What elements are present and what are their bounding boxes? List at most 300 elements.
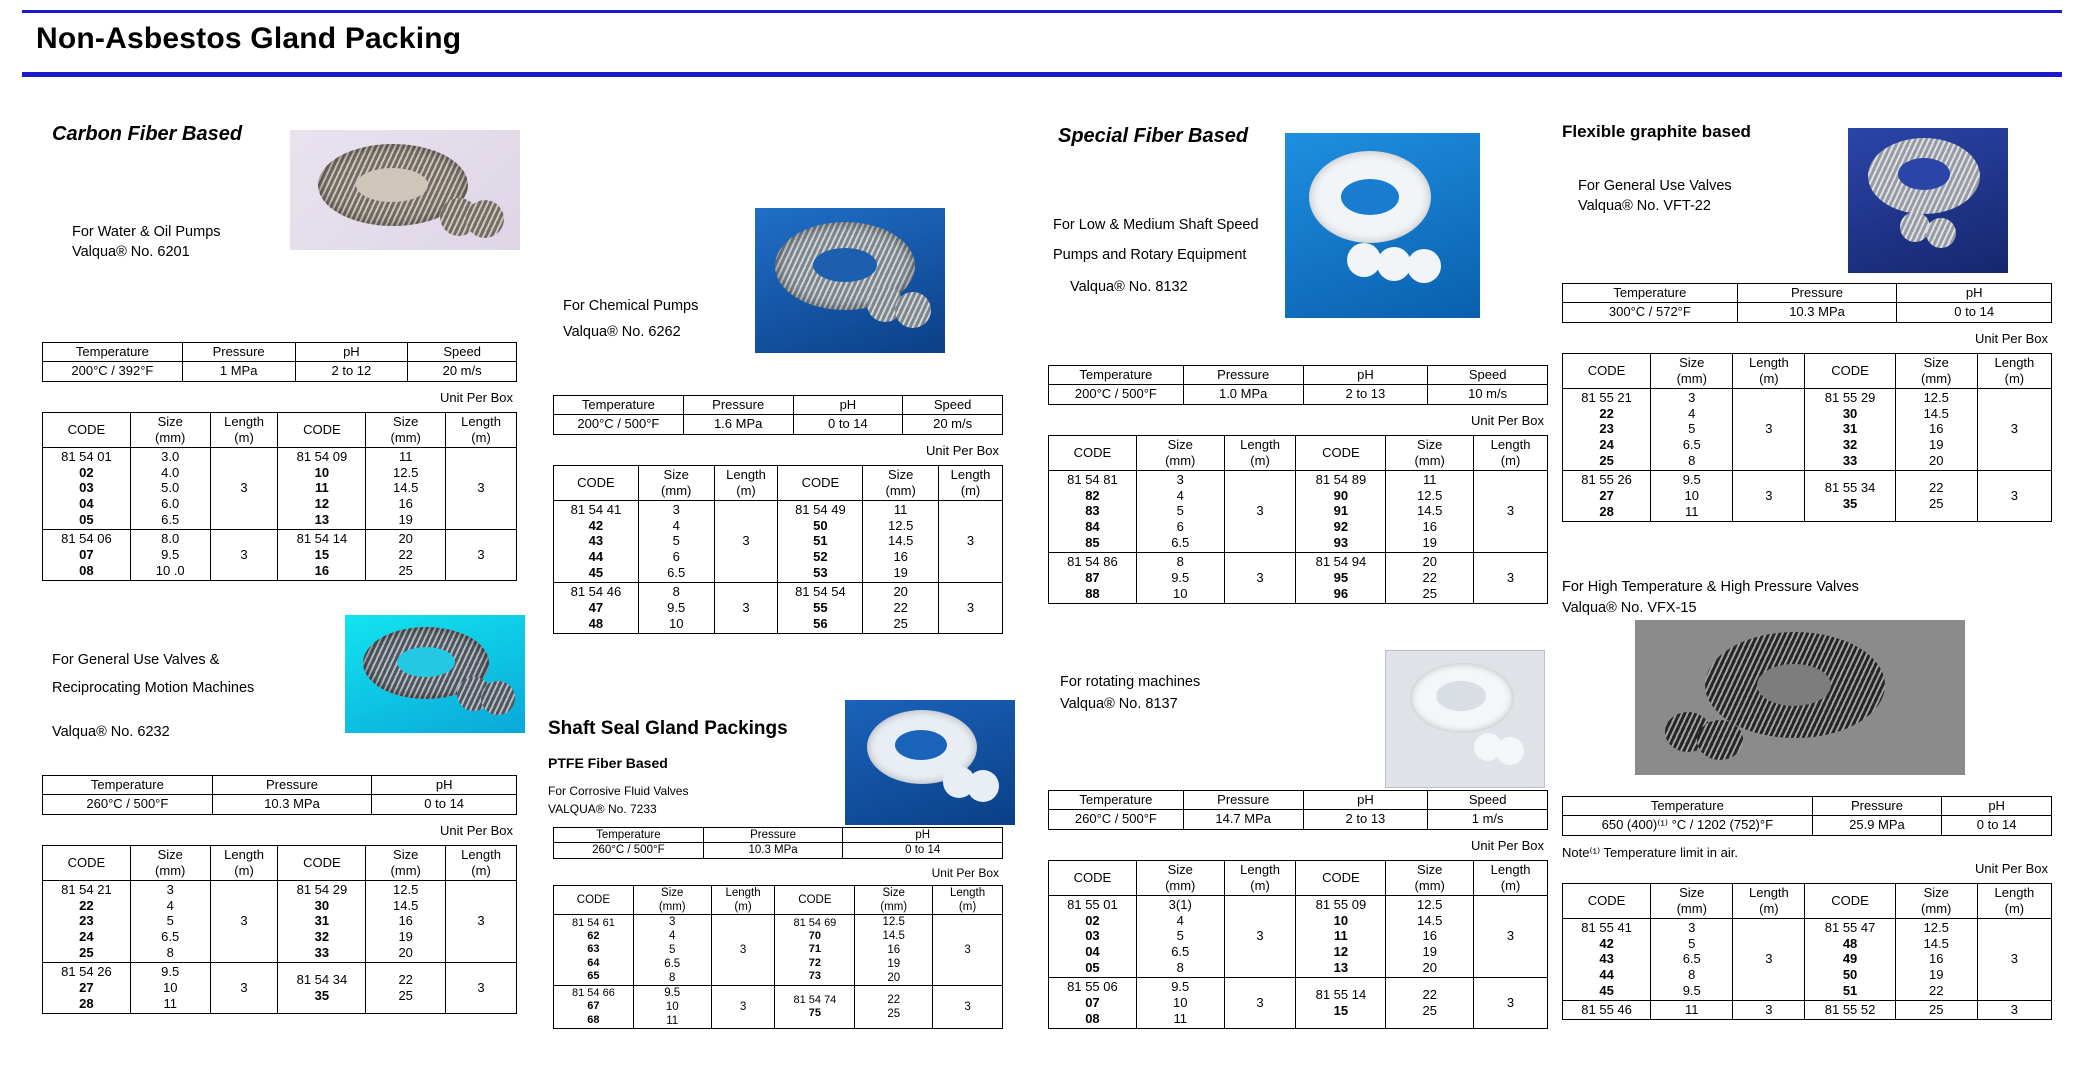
length-value: 3 (1733, 388, 1805, 470)
spec-value: 0 to 14 (793, 415, 903, 434)
code-value: 47 (588, 599, 604, 615)
col-size: Size (mm) (366, 846, 446, 881)
size-value: 3 (669, 916, 676, 929)
col-size: Size (mm) (130, 413, 210, 448)
code-table-vfx15 (1562, 883, 2052, 1020)
col-length: Length (m) (1474, 861, 1548, 896)
unit-per-box-label: Unit Per Box (1975, 331, 2048, 346)
spec-value: 200°C / 392°F (43, 362, 183, 381)
col-code: CODE (43, 846, 131, 881)
table-row (43, 880, 517, 962)
size-value: 6.5 (1171, 944, 1190, 960)
col-size: Size (mm) (130, 846, 210, 881)
size-value: 12.5 (1417, 896, 1443, 912)
size-value: 3.0 (161, 448, 180, 464)
code-value: 73 (808, 970, 822, 983)
spec-header: Speed (1428, 366, 1548, 385)
size-value: 19 (1928, 437, 1944, 453)
code-value: 23 (79, 913, 94, 929)
length-value: 3 (714, 583, 778, 634)
code-value: 62 (587, 929, 600, 942)
unit-per-box-label: Unit Per Box (1975, 861, 2048, 876)
col-size: Size (mm) (1136, 436, 1224, 471)
code-value: 81 55 09 (1315, 896, 1367, 912)
col-size: Size (mm) (1386, 861, 1474, 896)
product-model-6201: Valqua® No. 6201 (72, 244, 190, 260)
code-value: 13 (314, 512, 330, 528)
code-value: 04 (1085, 944, 1100, 960)
code-value: 88 (1085, 585, 1100, 601)
col-code: CODE (778, 466, 863, 501)
code-value: 81 55 29 (1824, 389, 1876, 405)
product-use-vfx15: For High Temperature & High Pressure Valves (1562, 579, 1859, 595)
size-value: 9.5 (667, 599, 686, 615)
code-table-vft22 (1562, 353, 2052, 522)
size-value: 9.5 (1682, 983, 1701, 999)
size-value: 19 (1422, 944, 1437, 960)
col-length: Length (m) (1733, 884, 1805, 919)
size-value: 16 (893, 549, 908, 565)
size-value: 12.5 (888, 517, 914, 533)
col-length: Length (m) (714, 466, 778, 501)
length-value: 3 (1474, 553, 1548, 604)
spec-value: 25.9 MPa (1812, 816, 1942, 835)
size-value: 11 (1422, 471, 1437, 487)
size-value: 19 (1422, 535, 1437, 551)
length-value: 3 (1224, 895, 1296, 977)
section-title-carbon: Carbon Fiber Based (52, 123, 243, 145)
col-size: Size (mm) (1895, 354, 1977, 389)
spec-value: 1 m/s (1428, 810, 1548, 829)
size-value: 5 (1688, 935, 1696, 951)
length-value: 3 (446, 530, 517, 581)
size-value: 16 (1422, 519, 1437, 535)
size-value: 16 (398, 913, 413, 929)
size-value: 25 (1928, 495, 1944, 511)
size-value: 4 (672, 517, 680, 533)
size-value: 6.5 (161, 512, 180, 528)
code-value: 68 (587, 1013, 600, 1026)
col-size: Size (mm) (638, 466, 714, 501)
spec-table-8132 (1048, 365, 1548, 405)
col-size: Size (mm) (1386, 436, 1474, 471)
code-value: 81 55 34 (1824, 479, 1876, 495)
code-value: 81 54 09 (296, 448, 348, 464)
code-value: 81 54 29 (296, 881, 348, 897)
code-value: 65 (587, 970, 600, 983)
code-value: 81 54 66 (572, 987, 615, 1000)
code-value: 81 54 41 (570, 501, 622, 517)
size-value: 10 (1173, 994, 1188, 1010)
size-value: 4.0 (161, 464, 180, 480)
size-value: 10 (162, 979, 178, 995)
size-value: 14.5 (882, 930, 905, 943)
size-value: 11 (1685, 503, 1699, 519)
code-value: 84 (1085, 519, 1100, 535)
size-value: 20 (398, 531, 413, 547)
header-rule-bottom (22, 72, 2062, 77)
code-value: 28 (79, 995, 94, 1011)
length-value: 3 (1474, 978, 1548, 1029)
code-value: 35 (1842, 495, 1858, 511)
length-value: 3 (1977, 918, 2051, 1000)
size-value: 11 (163, 995, 177, 1011)
size-value: 4 (1176, 487, 1184, 503)
spec-header: pH (793, 396, 903, 415)
spec-value: 2 to 13 (1303, 385, 1428, 404)
size-value: 5 (672, 533, 680, 549)
code-value: 45 (1599, 983, 1614, 999)
col-code: CODE (1805, 354, 1895, 389)
spec-table-vft22 (1562, 283, 2052, 323)
size-value: 12.5 (393, 464, 419, 480)
spec-header: pH (1303, 366, 1428, 385)
table-row (554, 986, 1003, 1029)
code-value: 15 (314, 546, 330, 562)
spec-table-6201 (42, 342, 517, 382)
code-value: 55 (813, 599, 828, 615)
length-value: 3 (446, 447, 517, 529)
size-value: 14.5 (1923, 405, 1949, 421)
size-value: 8 (672, 584, 680, 600)
size-value: 22 (887, 994, 901, 1007)
size-value: 8 (1176, 960, 1184, 976)
code-value: 08 (1085, 1010, 1100, 1026)
code-value: 93 (1333, 535, 1349, 551)
code-value: 81 54 86 (1067, 554, 1118, 570)
spec-value: 0 to 14 (1942, 816, 2052, 835)
size-value: 14.5 (393, 480, 419, 496)
spec-table-7233 (553, 827, 1003, 859)
size-value: 22 (398, 971, 413, 987)
product-use-6201: For Water & Oil Pumps (72, 224, 221, 240)
code-value: 22 (79, 897, 94, 913)
code-value: 12 (314, 496, 330, 512)
size-value: 12.5 (1923, 389, 1949, 405)
product-model-vft22: Valqua® No. VFT-22 (1578, 198, 1711, 214)
spec-header: Temperature (43, 776, 213, 795)
size-value: 14.5 (393, 897, 419, 913)
shaft-seal-subtitle: PTFE Fiber Based (548, 755, 668, 771)
product-photo-6232 (345, 615, 525, 733)
spec-header: Temperature (1563, 797, 1813, 816)
size-value: 8 (669, 972, 676, 985)
size-value: 6.5 (1171, 535, 1190, 551)
table-row (554, 583, 1003, 634)
col-code: CODE (1563, 354, 1651, 389)
spec-header: Temperature (1563, 284, 1738, 303)
length-value: 3 (446, 963, 517, 1014)
code-value: 43 (588, 533, 604, 549)
col-length: Length (m) (1977, 354, 2051, 389)
size-value: 8 (1688, 967, 1696, 983)
code-value: 25 (79, 945, 94, 961)
product-photo-6201 (290, 130, 520, 250)
length-value: 3 (1977, 388, 2051, 470)
code-value: 48 (588, 615, 604, 631)
table-row (1563, 1001, 2052, 1020)
code-value: 51 (1842, 983, 1858, 999)
section-title-graphite: Flexible graphite based (1562, 122, 1751, 141)
code-value: 10 (1333, 912, 1349, 928)
spec-value: 1 MPa (182, 362, 295, 381)
length-value: 3 (210, 530, 278, 581)
code-value: 81 54 81 (1067, 471, 1118, 487)
code-value: 70 (808, 929, 822, 942)
spec-header: pH (295, 343, 408, 362)
size-value: 25 (1422, 1002, 1437, 1018)
code-value: 81 55 52 (1805, 1001, 1895, 1020)
product-model-6232: Valqua® No. 6232 (52, 724, 170, 740)
table-row (43, 530, 517, 581)
spec-header: pH (843, 828, 1003, 843)
code-value: 81 54 14 (296, 531, 348, 547)
spec-value: 2 to 13 (1303, 810, 1428, 829)
col-code: CODE (1049, 436, 1137, 471)
code-value: 81 54 49 (795, 501, 846, 517)
size-value: 19 (887, 958, 901, 971)
size-value: 4 (1688, 405, 1696, 421)
code-value: 04 (79, 496, 94, 512)
size-value: 5 (1688, 421, 1696, 437)
spec-value: 200°C / 500°F (1049, 385, 1184, 404)
size-value: 3 (672, 501, 680, 517)
code-value: 81 54 61 (572, 916, 615, 929)
code-table-8137 (1048, 860, 1548, 1029)
code-value: 81 55 26 (1581, 472, 1632, 488)
col-length: Length (m) (711, 886, 775, 915)
col-length: Length (m) (1474, 436, 1548, 471)
code-value: 35 (314, 987, 330, 1003)
size-value: 6.5 (667, 565, 686, 581)
spec-header: pH (372, 776, 517, 795)
length-value: 3 (933, 915, 1003, 986)
spec-header: pH (1942, 797, 2052, 816)
spec-value: 260°C / 500°F (1049, 810, 1184, 829)
spec-value: 2 to 12 (295, 362, 408, 381)
size-value: 6.5 (664, 958, 681, 971)
code-value: 30 (1842, 405, 1858, 421)
section-title-special: Special Fiber Based (1058, 125, 1249, 147)
unit-per-box-label: Unit Per Box (1471, 413, 1544, 428)
code-value: 53 (813, 565, 828, 581)
table-row (1049, 895, 1548, 977)
code-value: 10 (314, 464, 330, 480)
length-value: 3 (1977, 1001, 2051, 1020)
size-value: 6.5 (161, 929, 180, 945)
size-value: 5 (166, 913, 174, 929)
length-value: 3 (1977, 471, 2051, 522)
col-code: CODE (554, 466, 639, 501)
size-value: 5 (1176, 503, 1184, 519)
size-value: 20 (887, 972, 901, 985)
code-value: 72 (808, 956, 822, 969)
unit-per-box-label: Unit Per Box (931, 866, 999, 880)
col-length: Length (m) (1224, 861, 1296, 896)
length-value: 3 (1224, 553, 1296, 604)
spec-header: Temperature (554, 828, 704, 843)
product-photo-7233 (845, 700, 1015, 825)
size-value: 3(1) (1168, 896, 1192, 912)
code-value: 25 (1599, 453, 1614, 469)
spec-value: 10 m/s (1428, 385, 1548, 404)
size-value: 6.0 (161, 496, 180, 512)
spec-table-6232 (42, 775, 517, 815)
size-value: 20 (1928, 453, 1944, 469)
spec-value: 14.7 MPa (1183, 810, 1303, 829)
size-value: 6 (672, 549, 680, 565)
size-value: 12.5 (1417, 487, 1443, 503)
header-rule-top (22, 10, 2062, 13)
size-value: 6.5 (1682, 437, 1701, 453)
code-value: 81 54 94 (1315, 554, 1367, 570)
col-code: CODE (43, 413, 131, 448)
size-value: 16 (887, 944, 901, 957)
col-code: CODE (775, 886, 855, 915)
size-value: 25 (1422, 585, 1437, 601)
code-value: 81 55 46 (1563, 1001, 1651, 1020)
size-value: 25 (398, 562, 413, 578)
spec-value: 300°C / 572°F (1563, 303, 1738, 322)
length-value: 3 (714, 500, 778, 582)
size-value: 3 (1176, 471, 1184, 487)
code-value: 32 (314, 929, 330, 945)
spec-header: Pressure (182, 343, 295, 362)
size-value: 16 (1928, 951, 1944, 967)
size-value: 14.5 (1417, 912, 1443, 928)
col-length: Length (m) (210, 413, 278, 448)
table-row (1049, 470, 1548, 552)
code-value: 50 (1842, 967, 1858, 983)
product-model-8132: Valqua® No. 8132 (1070, 279, 1188, 295)
unit-per-box-label: Unit Per Box (440, 823, 513, 838)
unit-per-box-label: Unit Per Box (1471, 838, 1544, 853)
spec-table-6262 (553, 395, 1003, 435)
spec-table-vfx15 (1562, 796, 2052, 836)
code-table-6201 (42, 412, 517, 581)
size-value: 8 (1176, 554, 1184, 570)
spec-header: Speed (903, 396, 1003, 415)
spec-header: Pressure (1183, 366, 1303, 385)
code-value: 12 (1333, 944, 1349, 960)
code-value: 49 (1842, 951, 1858, 967)
code-value: 24 (1599, 437, 1614, 453)
size-value: 20 (398, 945, 413, 961)
size-value: 9.5 (664, 987, 681, 1000)
size-value: 9.5 (161, 546, 180, 562)
graphite-note: Note⁽¹⁾ Temperature limit in air. (1562, 845, 1738, 860)
size-value: 11 (666, 1015, 679, 1028)
code-value: 33 (314, 945, 330, 961)
code-value: 02 (1085, 912, 1100, 928)
size-value: 10 (668, 615, 684, 631)
shaft-seal-use: For Corrosive Fluid Valves (548, 784, 689, 798)
code-value: 81 54 01 (61, 448, 112, 464)
size-value: 25 (1895, 1001, 1977, 1020)
code-value: 90 (1333, 487, 1349, 503)
size-value: 20 (1422, 960, 1437, 976)
size-value: 3 (166, 881, 174, 897)
spec-header: pH (1303, 791, 1428, 810)
length-value: 3 (933, 986, 1003, 1029)
spec-header: Pressure (1183, 791, 1303, 810)
code-table-7233 (553, 885, 1003, 1029)
table-row (554, 500, 1003, 582)
size-value: 19 (398, 512, 413, 528)
spec-value: 0 to 14 (1897, 303, 2052, 322)
code-value: 71 (808, 943, 822, 956)
size-value: 4 (669, 930, 676, 943)
col-size: Size (mm) (633, 886, 711, 915)
code-value: 81 55 41 (1581, 919, 1632, 935)
code-value: 64 (587, 956, 600, 969)
code-value: 45 (588, 565, 604, 581)
size-value: 11 (398, 448, 413, 464)
size-value: 3 (1688, 389, 1696, 405)
code-value: 30 (314, 897, 330, 913)
size-value: 9.5 (1682, 472, 1701, 488)
col-size: Size (mm) (366, 413, 446, 448)
size-value: 22 (1422, 986, 1437, 1002)
size-value: 10 (1684, 487, 1699, 503)
length-value: 3 (1474, 470, 1548, 552)
length-value: 3 (1733, 1001, 1805, 1020)
spec-header: Pressure (1812, 797, 1942, 816)
spec-header: Pressure (212, 776, 372, 795)
page-title: Non-Asbestos Gland Packing (36, 22, 462, 55)
code-value: 11 (1334, 928, 1348, 944)
size-value: 19 (1928, 967, 1944, 983)
code-value: 07 (1085, 994, 1100, 1010)
size-value: 25 (398, 987, 413, 1003)
size-value: 11 (1651, 1001, 1733, 1020)
code-value: 51 (813, 533, 828, 549)
code-value: 81 54 34 (296, 971, 348, 987)
col-size: Size (mm) (1895, 884, 1977, 919)
spec-header: Pressure (703, 828, 843, 843)
size-value: 5.0 (161, 480, 180, 496)
col-code: CODE (554, 886, 634, 915)
length-value: 3 (210, 447, 278, 529)
code-value: 15 (1333, 1002, 1349, 1018)
code-value: 75 (808, 1007, 822, 1020)
spec-header: Temperature (1049, 366, 1184, 385)
code-value: 81 54 46 (570, 584, 622, 600)
col-size: Size (mm) (1651, 884, 1733, 919)
col-size: Size (mm) (1651, 354, 1733, 389)
spec-header: pH (1897, 284, 2052, 303)
spec-value: 20 m/s (903, 415, 1003, 434)
spec-header: Temperature (1049, 791, 1184, 810)
spec-table-8137 (1048, 790, 1548, 830)
col-length: Length (m) (1224, 436, 1296, 471)
length-value: 3 (1224, 978, 1296, 1029)
product-use-8137: For rotating machines (1060, 674, 1201, 690)
product-model-6262: Valqua® No. 6262 (563, 324, 681, 340)
unit-per-box-label: Unit Per Box (440, 390, 513, 405)
spec-value: 0 to 14 (843, 843, 1003, 858)
code-value: 95 (1333, 569, 1349, 585)
table-row (1049, 553, 1548, 604)
product-photo-6262 (755, 208, 945, 353)
code-value: 81 54 74 (793, 993, 837, 1006)
code-value: 33 (1842, 453, 1858, 469)
code-value: 81 54 54 (795, 584, 846, 600)
code-value: 32 (1842, 437, 1858, 453)
spec-value: 20 m/s (408, 362, 517, 381)
code-value: 27 (79, 979, 94, 995)
size-value: 20 (893, 584, 908, 600)
